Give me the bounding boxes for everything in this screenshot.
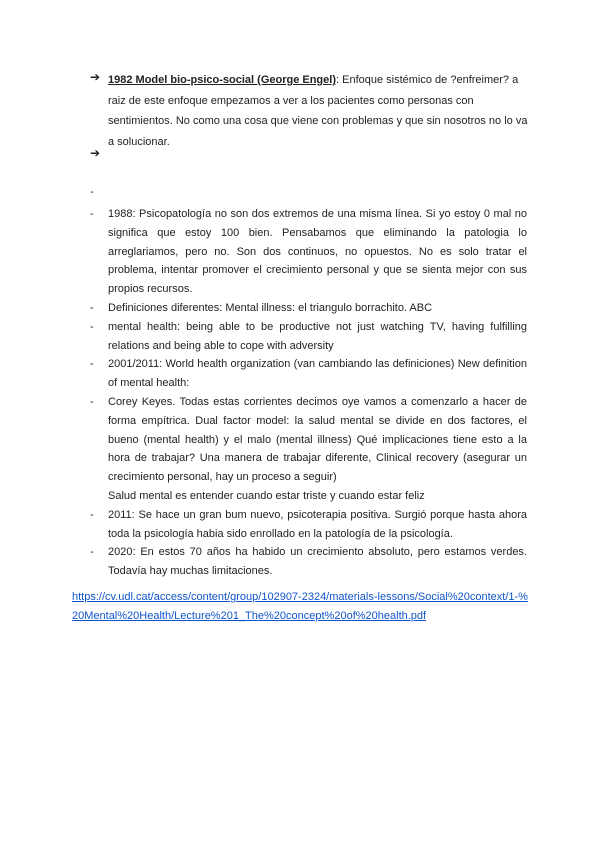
dash-icon: - (90, 546, 94, 559)
model-text: : Enfoque sistémico de ?enfreimer? a raiz de este enfoque empezamos a ver a los pacientes como personas con sentimientos. No como una cosa que viene con problemas y que sin nosotros no lo va a solucionar. (108, 74, 528, 148)
model-paragraph (108, 70, 530, 152)
bullet-list (90, 183, 527, 581)
list-item: - 2001/2011: World health organization (van cambiando las definiciones) New definition of mental health: (90, 355, 527, 393)
dash-icon: - (90, 358, 94, 371)
list-item (90, 183, 527, 205)
dash-icon: - (90, 395, 94, 408)
dash-icon: - (90, 508, 94, 521)
list-item: - mental health: being able to be productive not just watching TV, having fulfilling relations and being able to cope with adversity (90, 318, 527, 356)
dash-icon: - (90, 301, 94, 314)
arrow-icon: ➔ (90, 146, 101, 160)
lecture-link[interactable]: https://cv.udl.cat/access/content/group/102907-2324/materials-lessons/Social%20context/1-%20Mental%20Health/Lecture%201_The%20concept%20of%20health.pdf (72, 591, 528, 622)
dash-icon: - (90, 208, 94, 220)
dash-icon: - (90, 186, 94, 198)
arrow-icon: ➔ (90, 70, 101, 84)
list-item: - 2020: En estos 70 años ha habido un crecimiento absoluto, pero estamos verdes. Todavía hay muchas limitaciones. (90, 543, 527, 581)
list-item: - Corey Keyes. Todas estas corrientes decimos oye vamos a comenzarlo a hacer de forma empítrica. Dual factor model: la salud mental se divide en dos factores, el bueno (mental health) y el malo (mental illness) Qué implicaciones tiene esto a la hora de trabajar? Una manera de trabajar diferente, Clinical recovery (asegurar un crecimiento personal, hay un proceso a seguir) (90, 393, 527, 487)
list-item: - 1988: Psicopatología no son dos extremos de una misma línea. Si yo estoy 0 mal no significa que estoy 100 bien. Pensabamos que eliminando la patologia lo arreglariamos, pero no. Son dos continuos, no opuestos. No es solo tratar el problema, intentar promover el crecimiento personal y que se sienta mejor con sus propios recursos. (90, 205, 527, 299)
extra-line: Salud mental es entender cuando estar triste y cuando estar feliz (108, 489, 425, 502)
list-item: - Definiciones diferentes: Mental illness: el triangulo borrachito. ABC (90, 299, 527, 318)
dash-icon: - (90, 320, 94, 333)
list-item: - 2011: Se hace un gran bum nuevo, psicoterapia positiva. Surgió porque hasta ahora toda la psicología habia sido enrollado en la patología de la psicología. (90, 506, 527, 544)
model-entry (90, 70, 530, 152)
model-title: 1982 Model bio-psico-social (George Engel) (108, 74, 336, 86)
